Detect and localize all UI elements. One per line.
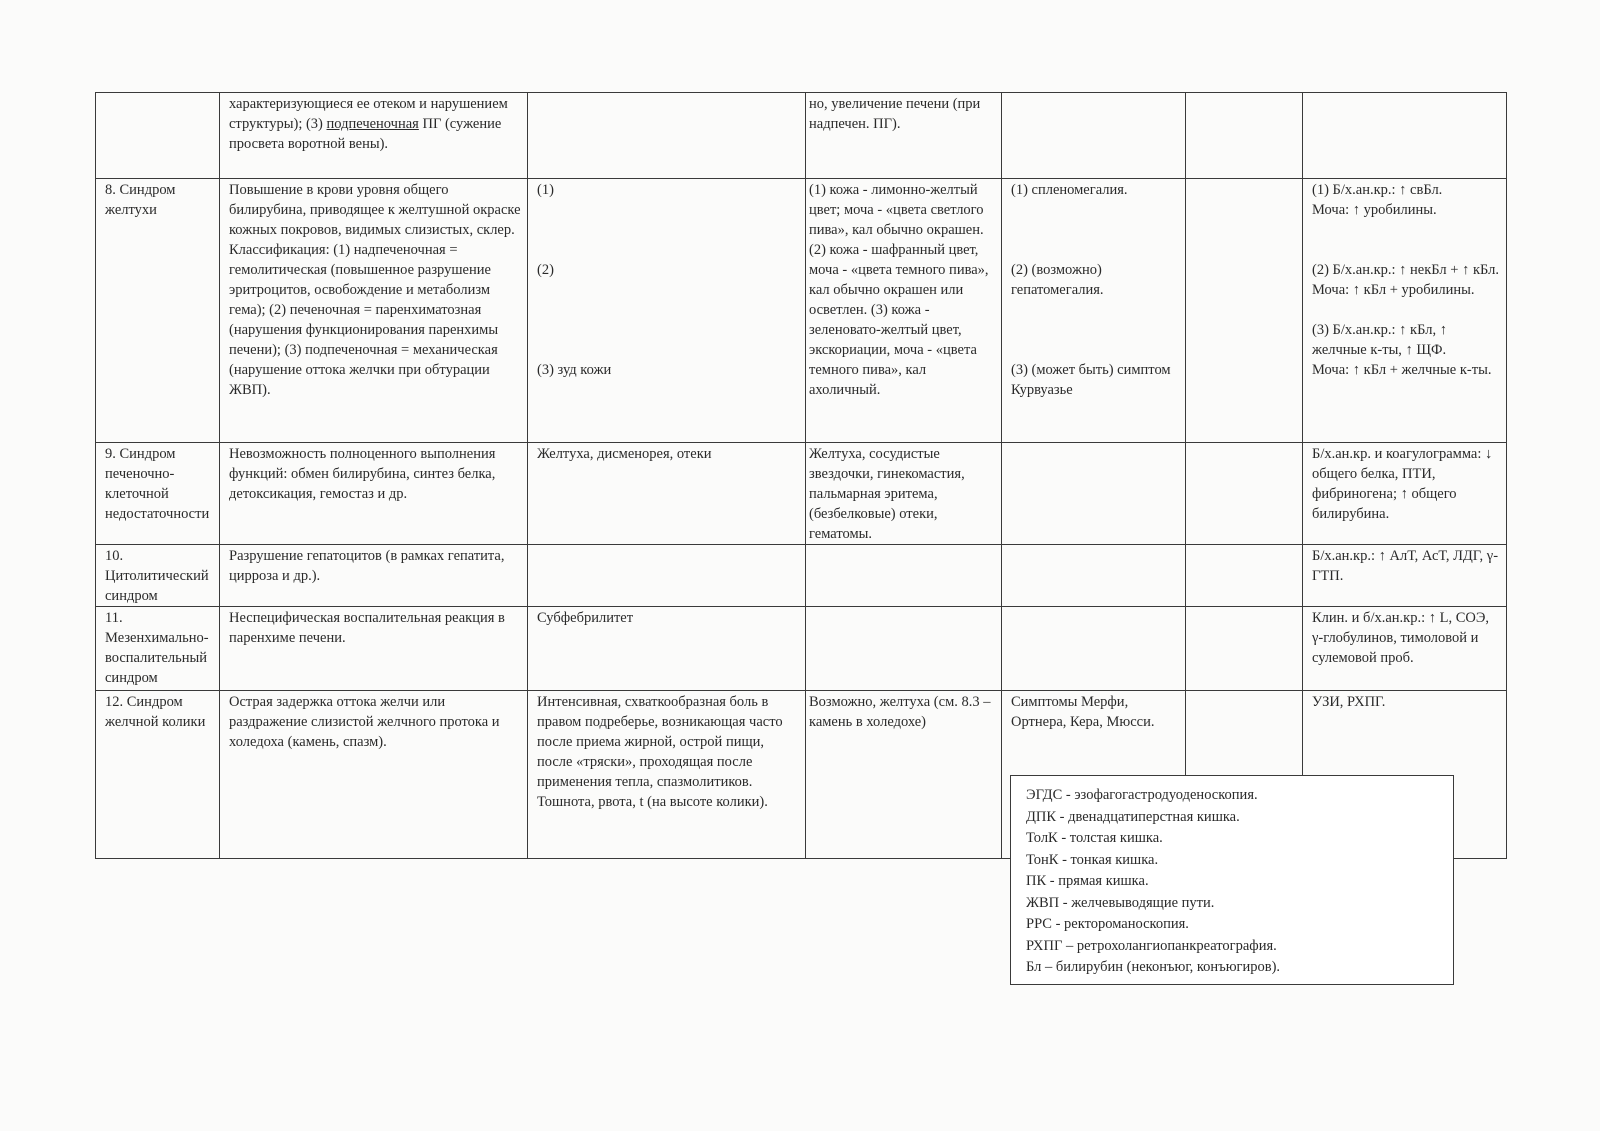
lab-1-blood: (1) Б/х.ан.кр.: ↑ свБл.	[1312, 182, 1443, 198]
palpation-2: (2) (возможно) гепатомегалия.	[1011, 262, 1104, 298]
cell-inspection: (1) кожа - лимонно-желтый цвет; моча - «цвета светлого пива», кал обычно окрашен. (2) кожа - шафранный цвет, моча - «цвета темного пива», кал обычно окрашен или осветлен. (3) кожа - зеленовато-желтый цвет, экскориации, моча - «цвета темного пива», кал ахоличный.	[806, 179, 1002, 443]
cell-lab: Б/х.ан.кр.: ↑ АлТ, АсТ, ЛДГ, γ-ГТП.	[1303, 545, 1507, 607]
cell-definition: Повышение в крови уровня общего билирубина, приводящее к желтушной окраске кожных покровов, видимых слизистых, склер. Классификация: (1) надпеченочная = гемолитическая (повышенное разрушение эритроцитов, освобождение и метаболизм гема); (2) печеночная = паренхиматозная (нарушения функционирования паренхимы печени); (3) подпеченочная = механическая (нарушение оттока желчки при обтурации ЖВП).	[220, 179, 528, 443]
lab-3-blood: (3) Б/х.ан.кр.: ↑ кБл, ↑ желчные к-ты, ↑ ЩФ.	[1312, 322, 1447, 358]
abbreviation-item: ПК - прямая кишка.	[1026, 873, 1149, 889]
cell-auscultation	[1186, 93, 1303, 179]
cell-lab	[1303, 93, 1507, 179]
cell-syndrome: 8. Синдром желтухи	[96, 179, 220, 443]
cell-definition: характеризующиеся ее отеком и нарушением структуры); (3) подпеченочная ПГ (сужение просвета воротной вены).	[220, 93, 528, 179]
cell-auscultation	[1186, 607, 1303, 691]
table-row	[96, 93, 1507, 179]
cell-complaints: Субфебрилитет	[528, 607, 806, 691]
complaint-1: (1)	[537, 182, 554, 198]
cell-inspection: но, увеличение печени (при надпечен. ПГ).	[806, 93, 1002, 179]
complaint-3: (3) зуд кожи	[537, 362, 612, 378]
cell-complaints	[528, 93, 806, 179]
cell-lab: Клин. и б/х.ан.кр.: ↑ L, СОЭ, γ-глобулинов, тимоловой и сулемовой проб.	[1303, 607, 1507, 691]
abbreviation-item: ТонК - тонкая кишка.	[1026, 851, 1159, 868]
palpation-3: (3) (может быть) симптом Курвуазье	[1011, 362, 1171, 398]
abbreviation-item: РХПГ – ретрохолангиопанкреатография.	[1026, 937, 1277, 954]
abbreviation-item: Бл – билирубин (неконъюг, конъюгиров).	[1026, 959, 1281, 975]
cell-syndrome: 12. Синдром желчной колики	[96, 691, 220, 859]
cell-complaints	[528, 545, 806, 607]
cell-syndrome: 11. Мезенхимально-воспалительный синдром	[96, 607, 220, 691]
abbreviation-item: ДПК - двенадцатиперстная кишка.	[1026, 808, 1240, 825]
table-row	[96, 443, 1507, 545]
cell-palpation	[1002, 93, 1186, 179]
cell-complaints: Желтуха, дисменорея, отеки	[528, 443, 806, 545]
abbreviations-legend	[1010, 775, 1454, 985]
cell-complaints	[528, 179, 806, 443]
cell-inspection	[806, 607, 1002, 691]
lab-1-urine: Моча: ↑ уробилины.	[1312, 202, 1437, 218]
lab-3-urine: Моча: ↑ кБл + желчные к-ты.	[1312, 362, 1492, 378]
cell-palpation: Симптомы Мерфи, Ортнера, Кера, Мюсси.	[1002, 691, 1186, 859]
cell-lab: Б/х.ан.кр. и коагулограмма: ↓ общего белка, ПТИ, фибриногена; ↑ общего билирубина.	[1303, 443, 1507, 545]
cell-lab	[1303, 179, 1507, 443]
cell-syndrome: 10. Цитолитический синдром	[96, 545, 220, 607]
cell-syndrome: 9. Синдром печеночно-клеточной недостаточности	[96, 443, 220, 545]
table-row	[96, 545, 1507, 607]
cell-lab: УЗИ, РХПГ.	[1303, 691, 1507, 859]
cell-palpation	[1002, 443, 1186, 545]
lab-2-urine: Моча: ↑ кБл + уробилины.	[1312, 282, 1475, 298]
table-row	[96, 179, 1507, 443]
cell-definition: Разрушение гепатоцитов (в рамках гепатита, цирроза и др.).	[220, 545, 528, 607]
cell-auscultation	[1186, 443, 1303, 545]
complaint-2: (2)	[537, 262, 554, 278]
cell-inspection	[806, 545, 1002, 607]
cell-syndrome	[96, 93, 220, 179]
palpation-1: (1) спленомегалия.	[1011, 182, 1128, 198]
cell-definition: Невозможность полноценного выполнения функций: обмен билирубина, синтез белка, детоксикация, гемостаз и др.	[220, 443, 528, 545]
cell-complaints: Интенсивная, схваткообразная боль в правом подреберье, возникающая часто после приема жирной, острой пищи, после «тряски», проходящая после применения тепла, спазмолитиков. Тошнота, рвота, t (на высоте колики).	[528, 691, 806, 859]
cell-palpation	[1002, 179, 1186, 443]
cell-inspection: Возможно, желтуха (см. 8.3 – камень в холедохе)	[806, 691, 1002, 859]
lab-2-blood: (2) Б/х.ан.кр.: ↑ некБл + ↑ кБл.	[1312, 262, 1499, 278]
cell-definition: Острая задержка оттока желчи или раздражение слизистой желчного протока и холедоха (камень, спазм).	[220, 691, 528, 859]
abbreviation-item: ТолК - толстая кишка.	[1026, 830, 1163, 846]
table-row	[96, 607, 1507, 691]
cell-palpation	[1002, 607, 1186, 691]
cell-inspection: Желтуха, сосудистые звездочки, гинекомастия, пальмарная эритема, (безбелковые) отеки, гематомы.	[806, 443, 1002, 545]
cell-palpation	[1002, 545, 1186, 607]
cell-definition: Неспецифическая воспалительная реакция в паренхиме печени.	[220, 607, 528, 691]
syndrome-table	[95, 92, 1507, 859]
abbreviation-item: ЭГДС - эзофагогастродуоденоскопия.	[1026, 787, 1258, 803]
cell-auscultation	[1186, 179, 1303, 443]
cell-auscultation	[1186, 545, 1303, 607]
abbreviation-item: РРС - ректороманоскопия.	[1026, 916, 1189, 932]
abbreviation-item: ЖВП - желчевыводящие пути.	[1026, 894, 1215, 911]
